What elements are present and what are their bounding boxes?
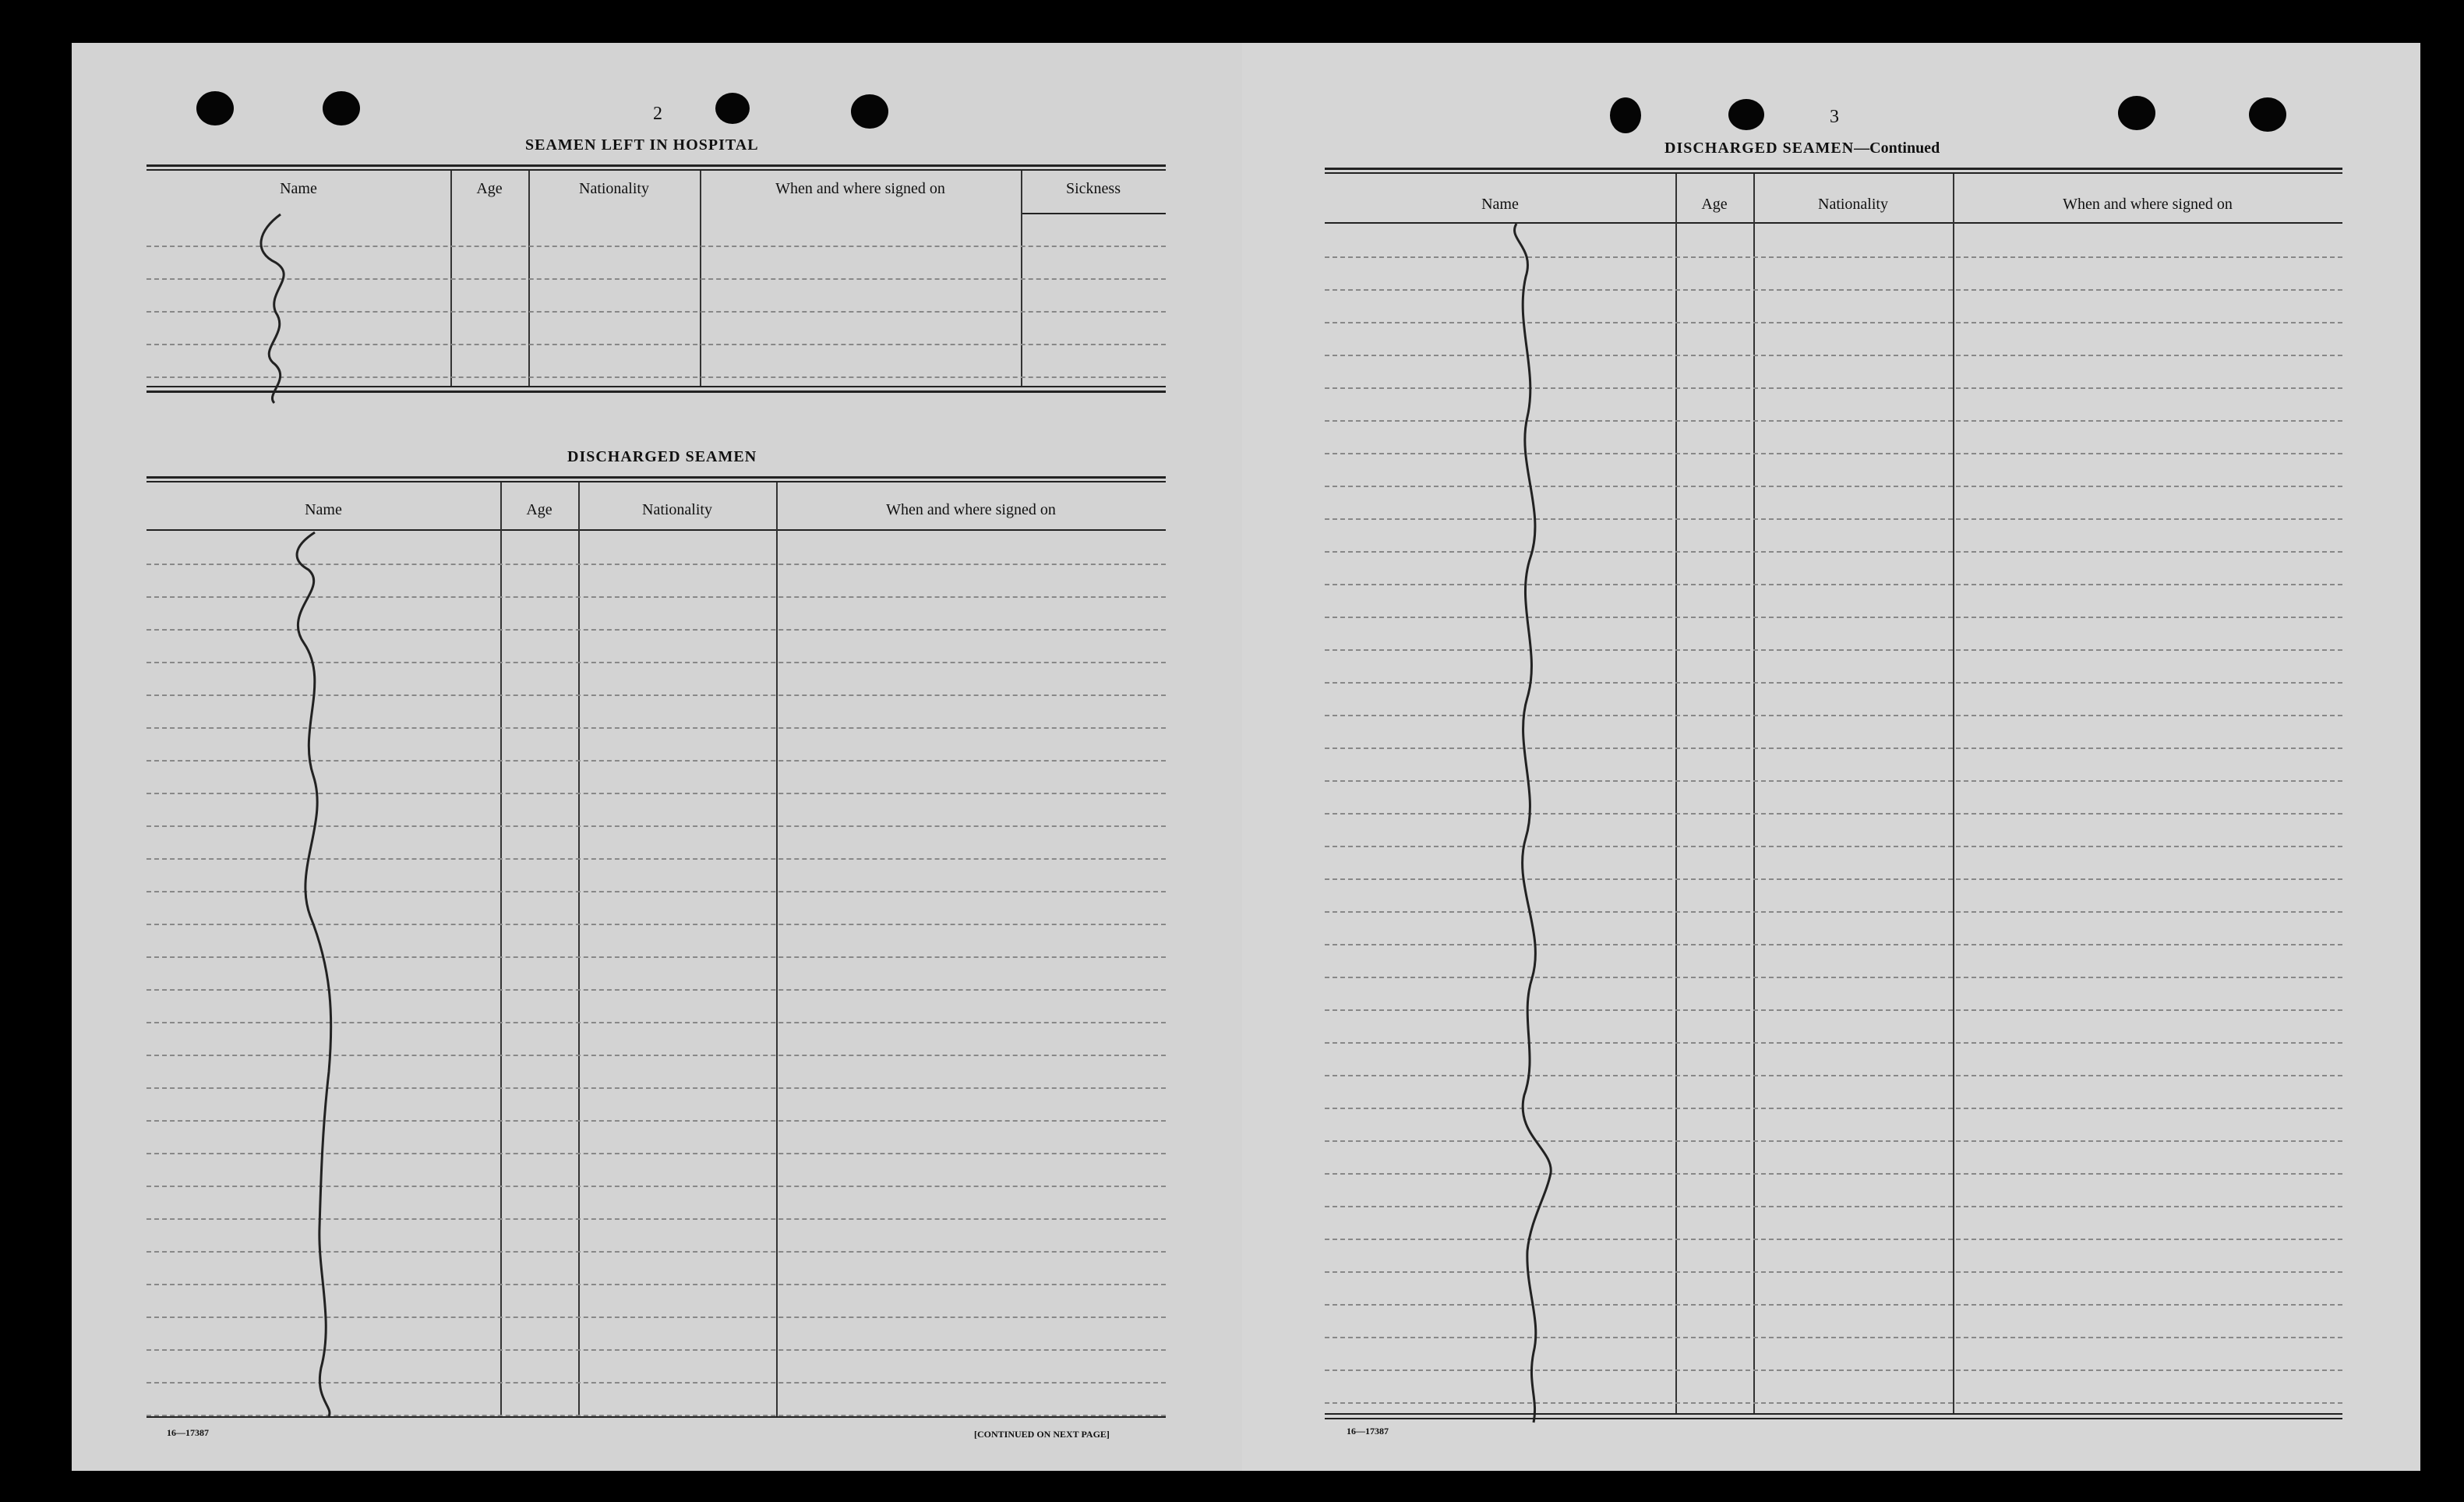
discharged-continued-title: DISCHARGED SEAMEN—Continued xyxy=(1664,140,1940,157)
column-header-signed-on: When and where signed on xyxy=(775,180,945,197)
page-number: 2 xyxy=(653,104,662,124)
cancellation-mark xyxy=(72,43,1242,1471)
column-header-age: Age xyxy=(1701,196,1728,213)
column-header-nationality: Nationality xyxy=(579,180,649,197)
column-header-sickness: Sickness xyxy=(1066,180,1121,197)
right-page xyxy=(1242,43,2420,1471)
cancellation-mark xyxy=(1242,43,2420,1471)
column-header-age: Age xyxy=(476,180,503,197)
form-number: 16—17387 xyxy=(1347,1426,1389,1437)
column-header-name: Name xyxy=(305,501,342,518)
hospital-section-title: SEAMEN LEFT IN HOSPITAL xyxy=(525,136,759,154)
column-header-signed-on: When and where signed on xyxy=(886,501,1056,518)
column-header-age: Age xyxy=(526,501,552,518)
column-header-name: Name xyxy=(280,180,317,197)
column-header-nationality: Nationality xyxy=(1818,196,1888,213)
page-number: 3 xyxy=(1830,107,1839,127)
column-header-name: Name xyxy=(1481,196,1519,213)
discharged-section-title: DISCHARGED SEAMEN xyxy=(567,448,757,465)
form-number: 16—17387 xyxy=(167,1427,209,1438)
column-header-signed-on: When and where signed on xyxy=(2063,196,2233,213)
column-header-nationality: Nationality xyxy=(642,501,712,518)
continued-note: [CONTINUED ON NEXT PAGE] xyxy=(974,1429,1110,1440)
left-page xyxy=(72,43,1242,1471)
